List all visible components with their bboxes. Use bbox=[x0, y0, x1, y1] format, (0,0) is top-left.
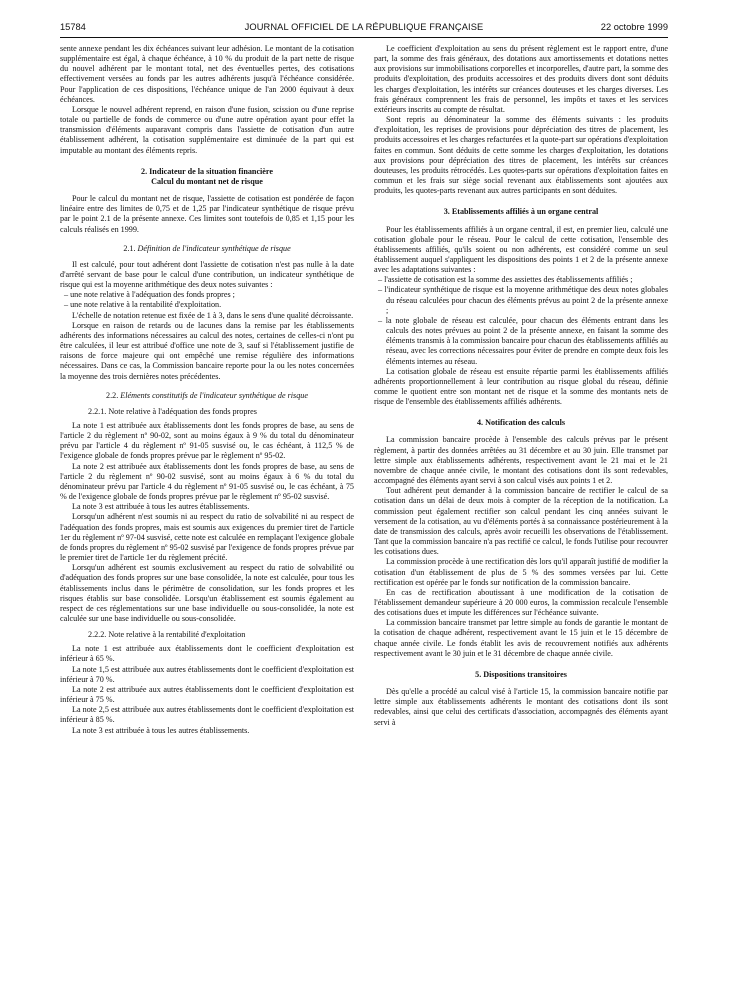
issue-date: 22 octobre 1999 bbox=[600, 22, 668, 32]
list-item: – la note globale de réseau est calculée, pour chacun des éléments entrant dans les calculs des notes prévues au point 2 de la présente annexe, en faisant la somme des éléments transmis à la commission bancaire pour chacun des établissements affiliés au réseau, avec les corrections nécessaires pour éviter de prendre en compte deux fois les éléments internes au réseau. bbox=[374, 316, 668, 367]
list-item: – une note relative à la rentabilité d'exploitation. bbox=[60, 300, 354, 310]
subsection-heading-2-2 bbox=[60, 391, 354, 401]
paragraph: Tout adhérent peut demander à la commission bancaire de rectifier le calcul de sa cotisation dans un délai de deux mois à compter de la réception de la notification. La commission peut également rectifier son calcul pendant les cinq années suivant le versement de la cotisation, au vu d'éléments portés à sa connaissance postérieurement à la date de transmission des calculs, après avoir recueilli les observations de l'établissement. Tant que la commission bancaire n'a pas rectifié ce calcul, le fonds l'utilise pour recouvrer les cotisations dues. bbox=[374, 486, 668, 557]
paragraph: Pour le calcul du montant net de risque, l'assiette de cotisation est pondérée de façon linéaire entre des limites de 0,75 et de 1,25 par l'indicateur synthétique de risque prévu par le point 2.1 de la présente annexe. Ces limites sont toutefois de 0,85 et 1,15 pour les calculs réalisés en 1999. bbox=[60, 194, 354, 234]
paragraph: La commission bancaire transmet par lettre simple au fonds de garantie le montant de la cotisation de chaque adhérent, respectivement avant le 15 juin et le 15 décembre de chaque année civile. Le fonds établit les avis de recouvrement notifiés aux adhérents respectivement avant le 30 juin et le 31 décembre de chaque année civile. bbox=[374, 618, 668, 658]
subsection-title: Eléments constitutifs de l'indicateur synthétique de risque bbox=[120, 390, 308, 400]
paragraph: Lorsqu'un adhérent est soumis exclusivement au respect du ratio de solvabilité ou d'adéquation des fonds propres sur une base consolidée, la note est calculée, pour tous les établissements inclus dans le périmètre de consolidation, sur les fonds propres et les risques établis sur base consolidée. Lorsqu'un établissement est soumis également au respect de ces réglementations sur une base individuelle ou sous-consolidée, la note est calculée sur une base individuelle ou sous-consolidée. bbox=[60, 563, 354, 623]
page-number: 15784 bbox=[60, 22, 86, 32]
paragraph: La commission bancaire procède à l'ensemble des calculs prévus par le présent règlement, à partir des données arrêtées au 31 décembre et au 30 juin. Elle transmet par lettre simple aux établissements adhérents, respectivement avant le 21 mai et le 21 novembre de chaque année civile, le montant des cotisations dont ils sont redevables, accompagné des éléments ayant servi à son calcul visés aux points 1 et 2. bbox=[374, 435, 668, 486]
left-column bbox=[60, 44, 354, 964]
subsection-number: 2.1. bbox=[123, 243, 136, 253]
list-item: – l'indicateur synthétique de risque est la moyenne arithmétique des deux notes globales du réseau calculées pour chacun des éléments prévus au point 2 de la présente annexe ; bbox=[374, 285, 668, 315]
paragraph: L'échelle de notation retenue est fixée de 1 à 3, dans le sens d'une qualité décroissante. bbox=[72, 310, 354, 320]
section-heading-2-line2: Calcul du montant net de risque bbox=[151, 176, 263, 186]
paragraph: La note 2,5 est attribuée aux autres établissements dont le coefficient d'exploitation est inférieur à 85 %. bbox=[60, 705, 354, 725]
paragraph: Il est calculé, pour tout adhérent dont l'assiette de cotisation n'est pas nulle à la date d'arrêté servant de base pour le calcul d'une contribution, un indicateur synthétique de risque qui est la moyenne arithmétique des deux notes suivantes : bbox=[60, 259, 354, 290]
subsection-title: Définition de l'indicateur synthétique de risque bbox=[137, 243, 291, 253]
subsection-heading-2-1 bbox=[60, 244, 354, 254]
paragraph: Dès qu'elle a procédé au calcul visé à l'article 15, la commission bancaire notifie par lettre simple aux établissements adhérents le montant des cotisations dont ils sont redevables, ainsi que celui des certificats d'association, accompagnés des éléments ayant servi à bbox=[374, 687, 668, 727]
journal-title: JOURNAL OFFICIEL DE LA RÉPUBLIQUE FRANÇAISE bbox=[244, 22, 484, 32]
paragraph: La commission procède à une rectification dès lors qu'il apparaît justifié de modifier la cotisation d'un établissement de plus de 5 % des sommes versées par lui. Cette rectification est opérée par le fonds sur notification de la commission bancaire. bbox=[374, 557, 668, 587]
paragraph: La note 3 est attribuée à tous les autres établissements. bbox=[72, 725, 250, 735]
paragraph: Lorsque en raison de retards ou de lacunes dans la remise par les établissements adhérents des informations nécessaires au calcul des notes, certaines de celles-ci n'ont pu être calculées, il leur est attribué d'office une note de 3, sauf si l'établissement justifie de raisons de force majeure qui ont empêché une remise régulière des informations nécessaires. Dans ce cas, la Commission bancaire reporte pour la ou les notes concernées la moyenne des trois dernières notes précédentes. bbox=[60, 320, 354, 381]
list-item: – une note relative à l'adéquation des fonds propres ; bbox=[60, 290, 354, 300]
paragraph: En cas de rectification aboutissant à une modification de la cotisation de l'établissement demandeur supérieure à 20 000 euros, la commission recalcule l'ensemble des cotisations dues et impute les différences sur l'échéance suivante. bbox=[374, 587, 668, 618]
paragraph: La note 1 est attribuée aux établissements dont le coefficient d'exploitation est inférieur à 65 %. bbox=[60, 644, 354, 664]
paragraph: La note 2 est attribuée aux établissements dont les fonds propres de base, au sens de l'article 2 du règlement nº 90-02 susvisé, sont au moins égaux à 6 % du total du dénominateur prévu par l'article 4 du règlement nº 91-05 susvisé ou, le cas échéant, à 75 % de l'exigence globale de fonds propres prévue par le règlement nº 95-02 susvisé. bbox=[60, 461, 354, 502]
section-heading-5: 5. Dispositions transitoires bbox=[475, 669, 567, 679]
list-item: – l'assiette de cotisation est la somme des assiettes des établissements affiliés ; bbox=[374, 275, 668, 285]
paragraph: La note 3 est attribuée à tous les autres établissements. bbox=[72, 502, 250, 512]
paragraph: sente annexe pendant les dix échéances suivant leur adhésion. Le montant de la cotisation supplémentaire est égal, à chaque échéance, à 10 % du produit de la part nette de risque du nouvel adhérent par le montant total, net des éventuelles pertes, des cotisations effectivement versées au fonds par les autres adhérents jusqu'à l'échéance considérée. Pour l'application de ces dispositions, l'échéance unique de l'an 2000 équivaut à deux échéances. bbox=[60, 44, 354, 104]
paragraph: La cotisation globale de réseau est ensuite répartie parmi les établissements affiliés adhérents proportionnellement à leur contribution au risque global du réseau, définie comme le quotient entre son montant net de risque et la somme des montants nets de risque de l'ensemble des établissements affiliés adhérents. bbox=[374, 366, 668, 407]
paragraph: Pour les établissements affiliés à un organe central, il est, en premier lieu, calculé une cotisation globale pour le réseau. Pour le calcul de cette cotisation, l'ensemble des établissements affiliés, qu'ils soient ou non adhérents, est considéré comme un seul établissement auquel s'appliquent les dispositions des points 1 et 2 de la présente annexe avec les adaptations suivantes : bbox=[374, 224, 668, 275]
section-heading-3: 3. Etablissements affiliés à un organe central bbox=[443, 207, 599, 217]
subsubsection-heading-2-2-1: 2.2.1. Note relative à l'adéquation des fonds propres bbox=[88, 406, 257, 416]
page-header bbox=[60, 22, 668, 36]
section-heading-4: 4. Notification des calculs bbox=[476, 418, 565, 428]
paragraph: Lorsque le nouvel adhérent reprend, en raison d'une fusion, scission ou d'une reprise totale ou partielle de fonds de commerce ou d'une autre opération ayant pour effet la transmission d'éléments auparavant compris dans l'assiette de cotisation d'un autre établissement adhérent, la cotisation supplémentaire est diminuée de la part qui est imputable au montant des éléments repris. bbox=[60, 104, 354, 155]
paragraph: La note 2 est attribuée aux autres établissements dont le coefficient d'exploitation est inférieur à 75 %. bbox=[60, 684, 354, 705]
section-heading-2 bbox=[60, 167, 354, 187]
paragraph: La note 1 est attribuée aux établissements dont les fonds propres de base, au sens de l'article 2 du règlement nº 90-02, sont au moins égaux à 9 % du total du dénominateur prévu par l'article 4 du règlement nº 91-05 susvisé ou, le cas échéant, à 112,5 % de l'exigence globale de fonds propres prévue par le règlement nº 95-02. bbox=[60, 421, 354, 461]
subsubsection-heading-2-2-2: 2.2.2. Note relative à la rentabilité d'exploitation bbox=[88, 630, 246, 640]
paragraph: Le coefficient d'exploitation au sens du présent règlement est le rapport entre, d'une part, la somme des frais généraux, des dotations aux amortissements et dotations nettes aux provisions sur immobilisations corporelles et incorporelles, d'autre part, la somme des produits d'exploitation, des produits accessoires et des produits divers dont sont déduits les charges d'exploitation, les intérêts sur créances douteuses et les charges diverses. Les frais généraux comprennent les frais de personnel, les impôts et taxes et les services extérieurs inscrits au compte de résultat. bbox=[374, 44, 668, 114]
paragraph: Sont repris au dénominateur la somme des éléments suivants : les produits d'exploitation, les reprises de provisions pour dépréciation des titres de placement, les produits accessoires et les charges refacturées et la quote-part sur opérations d'exploitation faites en commun. Sont déduits de cette somme les charges d'exploitation, les dotations aux provisions pour dépréciation des titres de placement, les intérêts sur créances douteuses, les produits rétrocédés. Les quotes-parts sur opérations d'exploitation faites en commun et les frais sur siège social revenant aux établissements sont ajoutées aux produits, les quotes-parts revenant aux autres participants en sont déduites. bbox=[374, 115, 668, 196]
header-rule bbox=[60, 37, 668, 38]
paragraph: La note 1,5 est attribuée aux autres établissements dont le coefficient d'exploitation est inférieur à 70 %. bbox=[60, 664, 354, 684]
right-column bbox=[374, 44, 668, 964]
adaptations-list bbox=[374, 275, 668, 366]
subsection-number: 2.2. bbox=[106, 390, 119, 400]
section-heading-2-line1: 2. Indicateur de la situation financière bbox=[141, 166, 273, 176]
paragraph: Lorsqu'un adhérent n'est soumis ni au respect du ratio de solvabilité ni au respect de l'adéquation des fonds propres, mais est soumis aux exigences du premier tiret de l'article 1er du règlement nº 97-04 susvisé, cette note est calculée en remplaçant l'exigence globale de fonds propres du règlement nº 95-02 susvisé par l'exigence de fonds propres prévue par le premier tiret de l'article 1er du règlement précité. bbox=[60, 512, 354, 563]
notes-list bbox=[60, 290, 354, 310]
